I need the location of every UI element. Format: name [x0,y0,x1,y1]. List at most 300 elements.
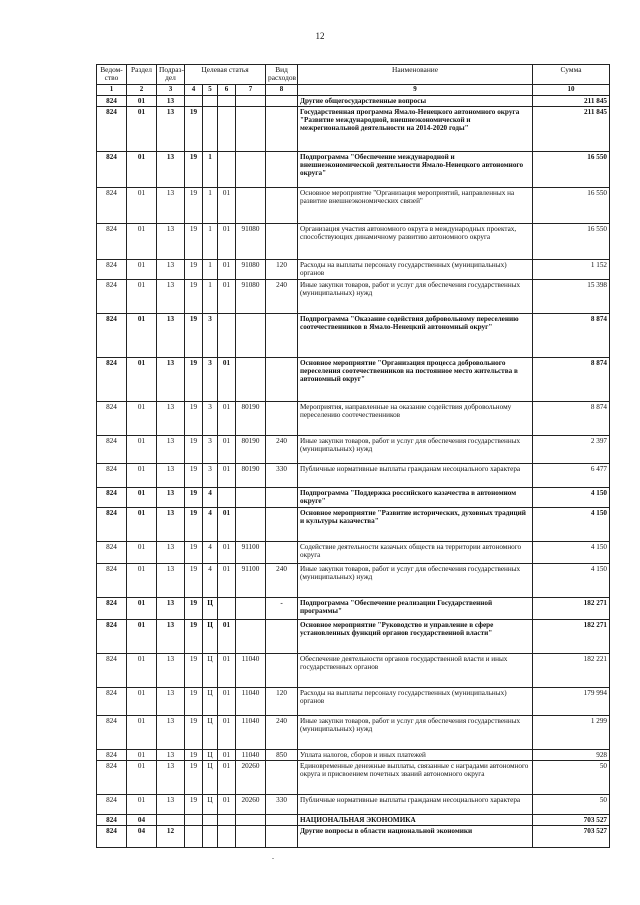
summa-cell: 179 994 [533,687,610,715]
direction-cell: 91080 [236,223,266,259]
header-celevaya-statya: Целевая статья [185,65,266,85]
table-row [97,814,610,825]
vid-rashodov-cell [266,223,298,259]
vid-rashodov-cell [266,357,298,401]
program-cell: 19 [185,187,203,223]
podrazdel-cell: 13 [157,687,185,715]
vedomstvo-cell: 824 [97,259,127,279]
summa-cell: 182 271 [533,597,610,619]
vid-rashodov-cell: 240 [266,715,298,749]
vid-rashodov-cell [266,187,298,223]
razdel-cell: 01 [127,313,157,357]
vedomstvo-cell: 824 [97,825,127,847]
event-cell: 01 [218,259,236,279]
vedomstvo-cell: 824 [97,597,127,619]
subprogram-cell: 4 [203,541,218,563]
naimenovanie-cell: Иные закупки товаров, работ и услуг для обеспечения государственных (муниципальных) нужд [298,279,533,313]
subprogram-cell: 3 [203,463,218,487]
program-cell: 19 [185,619,203,653]
naimenovanie-cell: Подпрограмма "Обеспечение международной и внешнеэкономической деятельности Ямало-Ненецкого автономного округа" [298,151,533,187]
razdel-cell: 01 [127,794,157,814]
event-cell: 01 [218,507,236,541]
razdel-cell: 01 [127,619,157,653]
vedomstvo-cell: 824 [97,357,127,401]
vedomstvo-cell: 824 [97,541,127,563]
vid-rashodov-cell [266,401,298,435]
summa-cell: 182 271 [533,619,610,653]
vedomstvo-cell: 824 [97,106,127,151]
vid-rashodov-cell [266,487,298,507]
subprogram-cell: 3 [203,313,218,357]
direction-cell: 80190 [236,463,266,487]
program-cell: 19 [185,223,203,259]
program-cell [185,814,203,825]
event-cell: 01 [218,541,236,563]
program-cell: 19 [185,715,203,749]
table-row [97,106,610,151]
footer-mark: . [272,852,274,861]
vedomstvo-cell: 824 [97,487,127,507]
direction-cell: 20260 [236,794,266,814]
table-row [97,687,610,715]
summa-cell: 8 874 [533,401,610,435]
naimenovanie-cell: Подпрограмма "Обеспечение реализации Государственной программы" [298,597,533,619]
column-number: 10 [533,84,610,95]
naimenovanie-cell: Основное мероприятие "Развитие исторических, духовных традиций и культуры казачества" [298,507,533,541]
direction-cell: 11040 [236,749,266,760]
vid-rashodov-cell [266,825,298,847]
razdel-cell: 01 [127,401,157,435]
vid-rashodov-cell: 330 [266,463,298,487]
subprogram-cell: 1 [203,151,218,187]
razdel-cell: 01 [127,760,157,794]
program-cell: 19 [185,151,203,187]
summa-cell: 211 845 [533,95,610,106]
vid-rashodov-cell: 240 [266,563,298,597]
naimenovanie-cell: НАЦИОНАЛЬНАЯ ЭКОНОМИКА [298,814,533,825]
table-row [97,279,610,313]
summa-cell: 15 398 [533,279,610,313]
direction-cell [236,487,266,507]
summa-cell: 703 527 [533,814,610,825]
naimenovanie-cell: Расходы на выплаты персоналу государственных (муниципальных) органов [298,259,533,279]
naimenovanie-cell: Основное мероприятие "Руководство и управление в сфере установленных функций органов государственной власти" [298,619,533,653]
direction-cell [236,597,266,619]
naimenovanie-cell: Другие вопросы в области национальной экономики [298,825,533,847]
naimenovanie-cell: Обеспечение деятельности органов государственной власти и иных государственных органов [298,653,533,687]
vedomstvo-cell: 824 [97,223,127,259]
event-cell: 01 [218,653,236,687]
podrazdel-cell: 13 [157,401,185,435]
program-cell: 19 [185,106,203,151]
program-cell: 19 [185,435,203,463]
subprogram-cell: Ц [203,760,218,794]
event-cell: 01 [218,687,236,715]
razdel-cell: 01 [127,187,157,223]
vedomstvo-cell: 824 [97,715,127,749]
naimenovanie-cell: Иные закупки товаров, работ и услуг для обеспечения государственных (муниципальных) нужд [298,715,533,749]
vid-rashodov-cell [266,541,298,563]
naimenovanie-cell: Государственная программа Ямало-Ненецкого автономного округа "Развитие международной, внешнеэкономической и межрегиональной деятельности на 2014-2020 годы" [298,106,533,151]
table-row [97,825,610,847]
event-cell [218,814,236,825]
vedomstvo-cell: 824 [97,187,127,223]
subprogram-cell: Ц [203,749,218,760]
naimenovanie-cell: Основное мероприятие "Организация процесса добровольного переселения соотечественников на постоянное место жительства в автономный округ" [298,357,533,401]
direction-cell [236,357,266,401]
column-number: 2 [127,84,157,95]
subprogram-cell: 1 [203,279,218,313]
summa-cell: 16 550 [533,187,610,223]
header-vedom: Ведом-ство [97,65,127,85]
subprogram-cell: Ц [203,619,218,653]
table-row [97,597,610,619]
direction-cell: 20260 [236,760,266,794]
event-cell: 01 [218,715,236,749]
column-number: 5 [203,84,218,95]
direction-cell [236,507,266,541]
direction-cell [236,151,266,187]
program-cell: 19 [185,259,203,279]
vid-rashodov-cell: 240 [266,435,298,463]
table-row [97,794,610,814]
subprogram-cell: 4 [203,563,218,597]
naimenovanie-cell: Единовременные денежные выплаты, связанные с наградами автономного округа и присвоением почетных званий автономного округа [298,760,533,794]
column-number: 7 [236,84,266,95]
razdel-cell: 01 [127,463,157,487]
summa-cell: 4 150 [533,563,610,597]
vedomstvo-cell: 824 [97,507,127,541]
summa-cell: 1 299 [533,715,610,749]
table-row [97,541,610,563]
program-cell: 19 [185,749,203,760]
naimenovanie-cell: Организация участия автономного округа в международных проектах, способствующих динамичному развитию автономного округа [298,223,533,259]
vedomstvo-cell: 824 [97,794,127,814]
naimenovanie-cell: Уплата налогов, сборов и иных платежей [298,749,533,760]
summa-cell: 928 [533,749,610,760]
podrazdel-cell: 13 [157,749,185,760]
direction-cell: 91100 [236,563,266,597]
razdel-cell: 01 [127,597,157,619]
vedomstvo-cell: 824 [97,313,127,357]
razdel-cell: 01 [127,541,157,563]
program-cell: 19 [185,597,203,619]
podrazdel-cell: 13 [157,619,185,653]
table-row [97,357,610,401]
podrazdel-cell: 13 [157,541,185,563]
vid-rashodov-cell: 120 [266,687,298,715]
vid-rashodov-cell [266,814,298,825]
podrazdel-cell: 13 [157,151,185,187]
program-cell: 19 [185,357,203,401]
column-number: 9 [298,84,533,95]
column-number: 8 [266,84,298,95]
subprogram-cell: 4 [203,507,218,541]
program-cell: 19 [185,313,203,357]
razdel-cell: 01 [127,151,157,187]
column-number: 6 [218,84,236,95]
event-cell: 01 [218,463,236,487]
podrazdel-cell: 13 [157,106,185,151]
vedomstvo-cell: 824 [97,687,127,715]
event-cell: 01 [218,279,236,313]
program-cell: 19 [185,794,203,814]
direction-cell: 11040 [236,687,266,715]
summa-cell: 2 397 [533,435,610,463]
header-summa: Сумма [533,65,610,85]
razdel-cell: 04 [127,825,157,847]
summa-cell: 8 874 [533,313,610,357]
table-row [97,653,610,687]
budget-table [96,64,610,848]
table-row [97,151,610,187]
vid-rashodov-cell: 240 [266,279,298,313]
podrazdel-cell: 13 [157,507,185,541]
razdel-cell: 01 [127,357,157,401]
direction-cell: 11040 [236,653,266,687]
summa-cell: 6 477 [533,463,610,487]
podrazdel-cell: 13 [157,313,185,357]
razdel-cell: 01 [127,106,157,151]
podrazdel-cell: 13 [157,760,185,794]
vedomstvo-cell: 824 [97,814,127,825]
razdel-cell: 01 [127,279,157,313]
subprogram-cell: Ц [203,687,218,715]
header-podrazdel: Подраз-дел [157,65,185,85]
column-number: 1 [97,84,127,95]
program-cell [185,825,203,847]
naimenovanie-cell: Другие общегосударственные вопросы [298,95,533,106]
table-row [97,749,610,760]
podrazdel-cell: 13 [157,357,185,401]
podrazdel-cell: 13 [157,597,185,619]
header-vid-rashodov: Вид расходов [266,65,298,85]
summa-cell: 4 150 [533,507,610,541]
razdel-cell: 01 [127,507,157,541]
summa-cell: 50 [533,760,610,794]
program-cell: 19 [185,463,203,487]
subprogram-cell: 3 [203,435,218,463]
summa-cell: 703 527 [533,825,610,847]
event-cell: 01 [218,760,236,794]
vid-rashodov-cell [266,653,298,687]
program-cell: 19 [185,401,203,435]
podrazdel-cell: 13 [157,715,185,749]
podrazdel-cell: 13 [157,95,185,106]
table-row [97,313,610,357]
subprogram-cell [203,95,218,106]
summa-cell: 8 874 [533,357,610,401]
event-cell [218,597,236,619]
direction-cell: 80190 [236,435,266,463]
event-cell [218,487,236,507]
column-number-row [97,84,610,95]
event-cell [218,106,236,151]
column-number: 4 [185,84,203,95]
event-cell: 01 [218,223,236,259]
program-cell: 19 [185,760,203,794]
vedomstvo-cell: 824 [97,151,127,187]
vedomstvo-cell: 824 [97,619,127,653]
summa-cell: 16 550 [533,151,610,187]
podrazdel-cell: 13 [157,563,185,597]
razdel-cell: 01 [127,435,157,463]
direction-cell [236,619,266,653]
naimenovanie-cell: Основное мероприятие "Организация мероприятий, направленных на развитие внешнеэкономических связей" [298,187,533,223]
subprogram-cell: 1 [203,259,218,279]
table-row [97,507,610,541]
podrazdel-cell: 13 [157,794,185,814]
vid-rashodov-cell [266,507,298,541]
razdel-cell: 01 [127,95,157,106]
vid-rashodov-cell: 120 [266,259,298,279]
subprogram-cell: 1 [203,223,218,259]
razdel-cell: 01 [127,715,157,749]
subprogram-cell: Ц [203,715,218,749]
header-naimenovanie: Наименование [298,65,533,85]
event-cell: 01 [218,357,236,401]
direction-cell [236,106,266,151]
table-row [97,463,610,487]
vedomstvo-cell: 824 [97,401,127,435]
program-cell: 19 [185,487,203,507]
direction-cell: 80190 [236,401,266,435]
razdel-cell: 01 [127,653,157,687]
program-cell: 19 [185,507,203,541]
summa-cell: 4 150 [533,487,610,507]
vedomstvo-cell: 824 [97,279,127,313]
event-cell: 01 [218,401,236,435]
table-row [97,563,610,597]
subprogram-cell [203,814,218,825]
razdel-cell: 01 [127,749,157,760]
naimenovanie-cell: Иные закупки товаров, работ и услуг для обеспечения государственных (муниципальных) нужд [298,435,533,463]
podrazdel-cell: 13 [157,653,185,687]
column-number: 3 [157,84,185,95]
naimenovanie-cell: Публичные нормативные выплаты гражданам несоциального характера [298,794,533,814]
event-cell: 01 [218,187,236,223]
header-row [97,65,610,85]
vid-rashodov-cell [266,760,298,794]
event-cell [218,825,236,847]
vid-rashodov-cell [266,313,298,357]
table-row [97,435,610,463]
subprogram-cell: 3 [203,401,218,435]
table-row [97,95,610,106]
summa-cell: 1 152 [533,259,610,279]
direction-cell [236,825,266,847]
table-row [97,223,610,259]
naimenovanie-cell: Публичные нормативные выплаты гражданам несоциального характера [298,463,533,487]
program-cell: 19 [185,279,203,313]
vid-rashodov-cell [266,95,298,106]
table-row [97,487,610,507]
razdel-cell: 01 [127,487,157,507]
event-cell: 01 [218,619,236,653]
podrazdel-cell: 12 [157,825,185,847]
vedomstvo-cell: 824 [97,563,127,597]
subprogram-cell: Ц [203,794,218,814]
direction-cell [236,313,266,357]
vedomstvo-cell: 824 [97,95,127,106]
naimenovanie-cell: Подпрограмма "Поддержка российского казачества в автономном округе" [298,487,533,507]
direction-cell [236,814,266,825]
direction-cell: 91080 [236,259,266,279]
vid-rashodov-cell [266,619,298,653]
direction-cell: 91080 [236,279,266,313]
event-cell: 01 [218,749,236,760]
program-cell [185,95,203,106]
subprogram-cell: Ц [203,597,218,619]
vid-rashodov-cell [266,106,298,151]
razdel-cell: 01 [127,687,157,715]
podrazdel-cell: 13 [157,187,185,223]
event-cell [218,151,236,187]
naimenovanie-cell: Мероприятия, направленные на оказание содействия добровольному переселению соотечественников [298,401,533,435]
direction-cell: 11040 [236,715,266,749]
podrazdel-cell [157,814,185,825]
program-cell: 19 [185,653,203,687]
table-row [97,259,610,279]
podrazdel-cell: 13 [157,279,185,313]
table-row [97,619,610,653]
direction-cell [236,187,266,223]
summa-cell: 4 150 [533,541,610,563]
page-number: 12 [315,31,325,41]
vid-rashodov-cell: 330 [266,794,298,814]
event-cell: 01 [218,563,236,597]
subprogram-cell [203,106,218,151]
podrazdel-cell: 13 [157,463,185,487]
razdel-cell: 01 [127,563,157,597]
program-cell: 19 [185,541,203,563]
razdel-cell: 04 [127,814,157,825]
naimenovanie-cell: Иные закупки товаров, работ и услуг для обеспечения государственных (муниципальных) нужд [298,563,533,597]
razdel-cell: 01 [127,223,157,259]
subprogram-cell: 1 [203,187,218,223]
podrazdel-cell: 13 [157,487,185,507]
vedomstvo-cell: 824 [97,463,127,487]
naimenovanie-cell: Расходы на выплаты персоналу государственных (муниципальных) органов [298,687,533,715]
event-cell [218,313,236,357]
vedomstvo-cell: 824 [97,653,127,687]
program-cell: 19 [185,687,203,715]
event-cell: 01 [218,435,236,463]
subprogram-cell: Ц [203,653,218,687]
summa-cell: 16 550 [533,223,610,259]
podrazdel-cell: 13 [157,259,185,279]
summa-cell: 182 221 [533,653,610,687]
subprogram-cell [203,825,218,847]
vedomstvo-cell: 824 [97,435,127,463]
summa-cell: 211 845 [533,106,610,151]
summa-cell: 50 [533,794,610,814]
podrazdel-cell: 13 [157,223,185,259]
podrazdel-cell: 13 [157,435,185,463]
razdel-cell: 01 [127,259,157,279]
direction-cell: 91100 [236,541,266,563]
naimenovanie-cell: Подпрограмма "Оказание содействия добровольному переселению соотечественников в Ямало-Ненецкий автономный округ" [298,313,533,357]
vedomstvo-cell: 824 [97,760,127,794]
program-cell: 19 [185,563,203,597]
event-cell [218,95,236,106]
subprogram-cell: 3 [203,357,218,401]
header-razdel: Раздел [127,65,157,85]
subprogram-cell: 4 [203,487,218,507]
naimenovanie-cell: Содействие деятельности казачьих обществ на территории автономного округа [298,541,533,563]
vedomstvo-cell: 824 [97,749,127,760]
table-row [97,760,610,794]
